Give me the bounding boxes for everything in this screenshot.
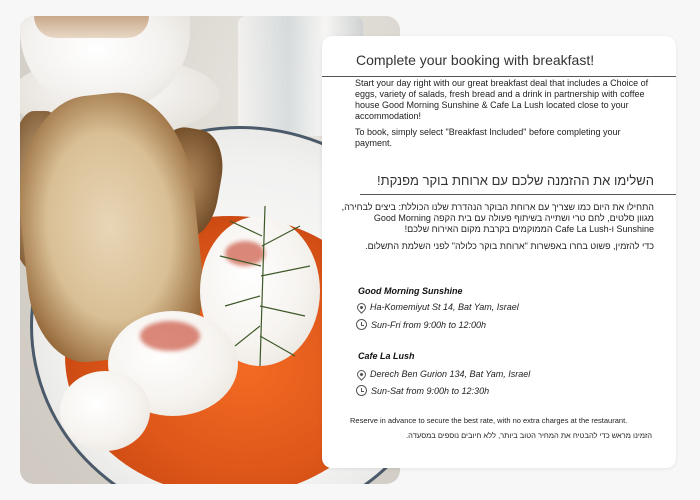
booking-instructions-english: To book, simply select "Breakfast Included" before completing your payment. [355,127,621,148]
venue-hours [356,385,489,396]
coffee-crema [34,16,149,38]
poached-egg [60,371,150,451]
dill-garnish [200,196,330,376]
venue-name: Good Morning Sunshine [358,286,463,296]
divider [360,194,676,195]
clock-icon [356,385,367,396]
card-title-english: Complete your booking with breakfast! [356,52,595,68]
venue-address-text: Derech Ben Gurion 134, Bat Yam, Israel [370,369,531,379]
pin-icon [355,368,368,381]
venue-hours [356,319,486,330]
pin-icon [355,301,368,314]
breakfast-info-card [322,36,676,468]
intro-paragraph-hebrew: התחילו את היום כמו שצריך עם ארוחת הבוקר הנהדרת שלנו הכוללת: ביצים לבחירה, מגוון סלטים, לחם טרי ושתייה בשיתוף פעולה עם בית הקפה Good Morning Sunshine ו-Cafe La Lush הממוקמים בקרבת מקום האירוח שלכם! [341,202,654,234]
divider [322,76,676,77]
venue-address [356,369,530,379]
clock-icon [356,319,367,330]
spice-sprinkle [140,321,200,351]
venue-address [356,302,519,312]
intro-paragraph-english: Start your day right with our great breakfast deal that includes a Choice of eggs, variety of salads, fresh bread and a drink in partnership with coffee house Good Morning Sunshine & Cafe La Lush located close to your accommodation! [355,78,649,121]
reserve-note-english: Reserve in advance to secure the best rate, with no extra charges at the restaurant. [350,416,628,425]
venue-address-text: Ha-Komemiyut St 14, Bat Yam, Israel [370,302,519,312]
venue-name: Cafe La Lush [358,351,415,361]
booking-instructions-hebrew: כדי להזמין, פשוט בחרו באפשרות "ארוחת בוקר כלולה" לפני השלמת התשלום. [365,241,654,251]
card-title-hebrew: השלימו את ההזמנה שלכם עם ארוחת בוקר מפנקת! [377,173,654,188]
venue-hours-text: Sun-Sat from 9:00h to 12:30h [371,385,490,396]
venue-hours-text: Sun-Fri from 9:00h to 12:00h [371,319,487,330]
reserve-note-hebrew: הזמינו מראש כדי להבטיח את המחיר הטוב ביותר, ללא חיובים נוספים במסעדה. [406,431,652,440]
